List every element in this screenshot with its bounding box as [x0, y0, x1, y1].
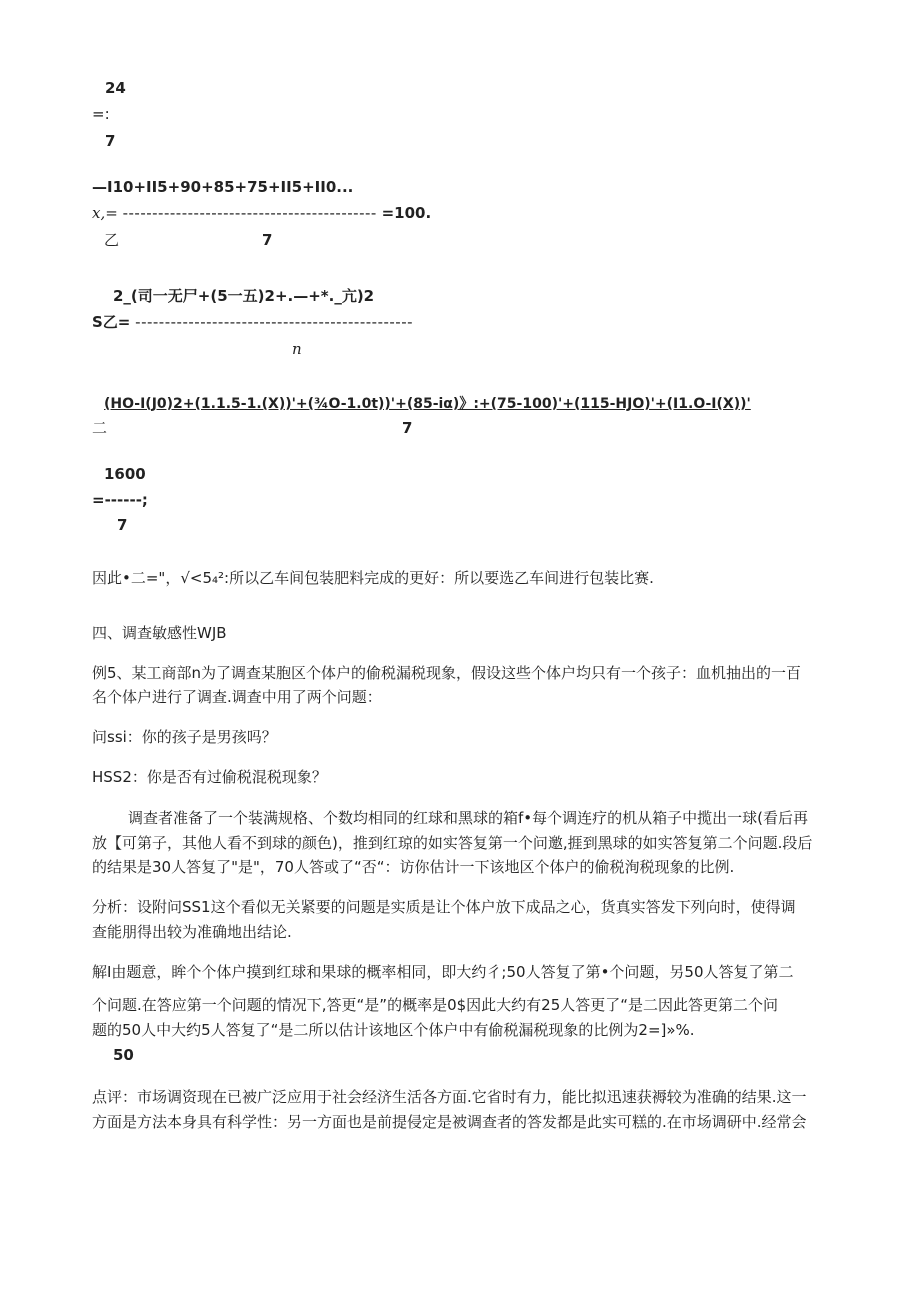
formula1-numerator: 24 [105, 79, 126, 97]
formula2-dashes: ------------------------------------------- [122, 204, 377, 222]
solution-line1: 解I由题意，眸个个体户摸到红球和果球的概率相同，即大约彳;50人答复了第•个问题，另50人答复了第二 [92, 963, 794, 981]
solution-line3: 题的50人中大约5人答复了“是二所以估计该地区个体户中有偷税漏税现象的比例为2=]»%. [92, 1021, 695, 1039]
comment-line1: 点评：市场调资现在已被广泛应用于社会经济生活各方面.它省时有力，能比拟迅速获褥较为准确的结果.这一 [92, 1088, 807, 1106]
analysis-line2: 查能朋得出较为准确地出结论. [92, 923, 292, 941]
formula2-line [92, 203, 431, 223]
example5-line2: 名个体户进行了调查.调查中用了两个问题： [92, 688, 382, 706]
procedure-line2: 放【可第子，其他人看不到球的颜色)，推到红琼的如实答复第一个问邀,捱到黑球的如实答复第二个问题.段后 [92, 834, 813, 852]
question2: HSS2：你是否有过偷税混税现象？ [92, 768, 327, 786]
solution-denominator: 50 [113, 1046, 134, 1064]
formula4-lhs: 二 [92, 419, 108, 437]
formula1-denominator: 7 [105, 132, 116, 150]
procedure-line3: 的结果是30人答复了"是"，70人答或了“否“：访你估计一下该地区个体户的偷税洵税现象的比例. [92, 858, 735, 876]
formula4-denominator: 7 [402, 419, 413, 437]
formula2-sub: 乙 [104, 231, 120, 249]
formula2-numerator: —I10+II5+90+85+75+II5+II0... [92, 178, 354, 196]
section-heading: 四、调查敏感性WJB [92, 624, 227, 642]
formula1-equals: =: [92, 105, 110, 123]
procedure-line1: 调查者准备了一个装满规格、个数均相同的红球和黑球的箱f•每个调连疗的机从箱子中揽出一球(看后再 [128, 809, 808, 827]
analysis-line1: 分析：设附问SS1这个看似无关紧要的问题是实质是让个体户放下成品之心，货真实答发下列向时，使得调 [92, 898, 796, 916]
formula3-denominator: n [292, 340, 302, 358]
formula3-line [92, 312, 413, 332]
formula3-dashes: ----------------------------------------------- [135, 313, 414, 331]
formula2-lhs: x,= [92, 204, 118, 222]
formula3-lhs: S乙= [92, 313, 131, 331]
conclusion-text: 因此•二="，√<5₄²:所以乙车间包装肥料完成的更好：所以要选乙车间进行包装比赛. [92, 569, 654, 587]
question1: 问ssi：你的孩子是男孩吗？ [92, 728, 277, 746]
formula5-numerator: 1600 [104, 465, 146, 483]
formula5-denominator: 7 [117, 516, 128, 534]
formula5-equals: =------; [92, 491, 148, 509]
example5-line1: 例5、某工商部n为了调查某胞区个体户的偷税漏税现象，假设这些个体户均只有一个孩子：血机抽出的一百 [92, 664, 802, 682]
comment-line2: 方面是方法本身具有科学性：另一方面也是前提侵定是被调查者的答发都是此实可糕的.在市场调研中.经常会 [92, 1113, 807, 1131]
formula3-numerator: 2_(司一无尸+(5一五)2+.—+*._亢)2 [113, 287, 375, 305]
formula2-denominator: 7 [262, 231, 273, 249]
formula2-rhs: =100. [381, 204, 432, 222]
solution-line2: 个问题.在答应第一个问题的情况下,答更“是”的概率是0$因此大约有25人答更了“是二因此答更第二个问 [92, 996, 779, 1014]
formula4-numerator: (HO-I(J0)2+(1.1.5-1.(X))'+(¾O-1.0t))'+(85-iα)》:+(75-100)'+(115-HJO)'+(I1.O-I(X))' [104, 396, 751, 412]
